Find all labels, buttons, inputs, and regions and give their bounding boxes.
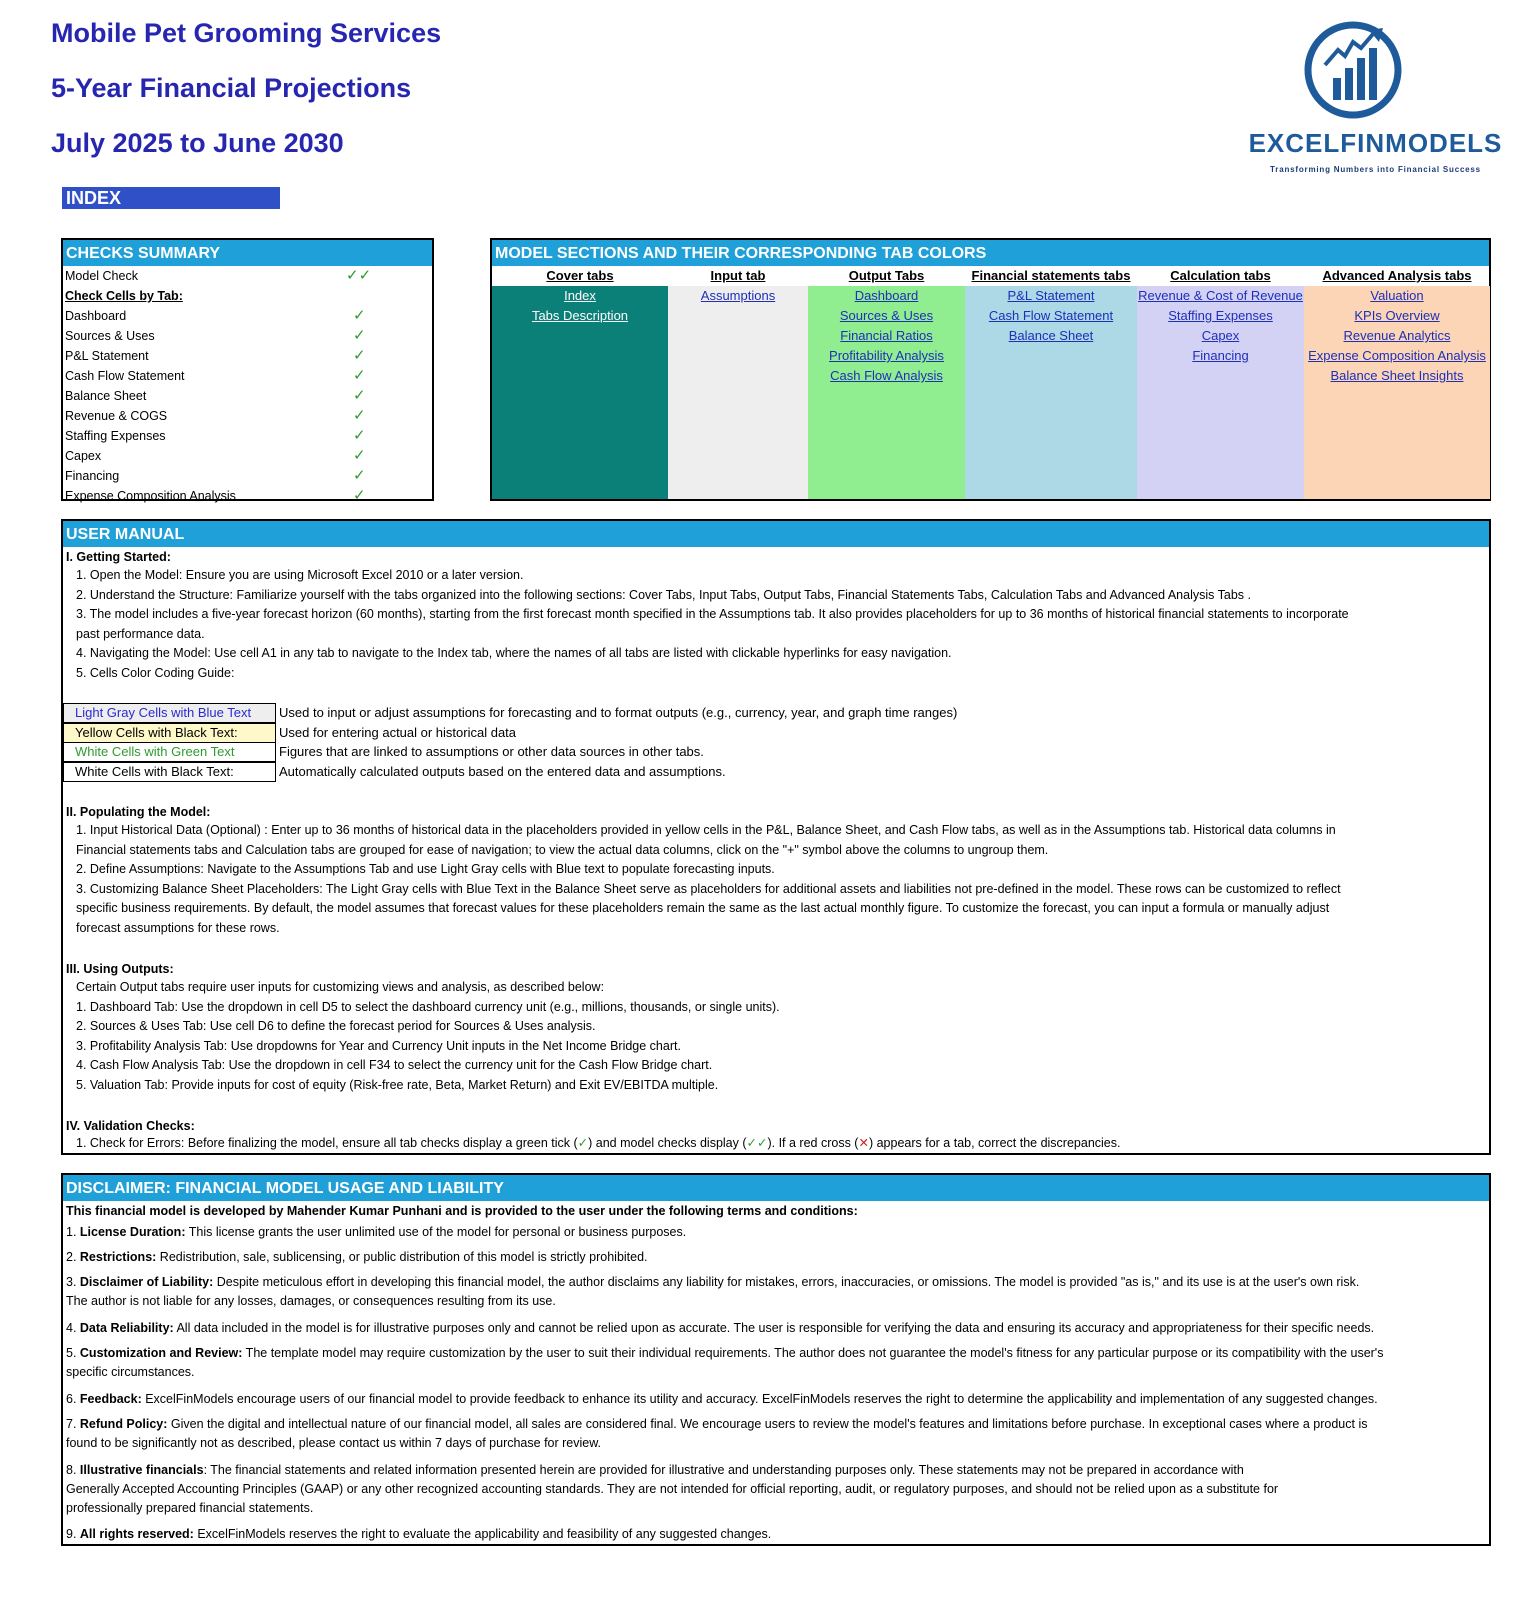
check-label: Sources & Uses [65, 329, 155, 343]
manual-line: 5. Cells Color Coding Guide: [76, 666, 235, 680]
tab-link[interactable]: Cash Flow Statement [988, 308, 1114, 323]
tab-link[interactable]: Expense Composition Analysis [1308, 348, 1486, 363]
tab-link[interactable]: Financing [1192, 348, 1249, 363]
disclaimer-number: 1. [66, 1225, 80, 1239]
section-validation-checks: IV. Validation Checks: [66, 1119, 195, 1133]
disclaimer-line [66, 1460, 1244, 1480]
check-row [63, 406, 432, 426]
check-by-tab-heading: Check Cells by Tab: [65, 289, 183, 303]
manual-line: past performance data. [76, 626, 205, 641]
double-check-icon: ✓✓ [346, 267, 372, 284]
section-columns [492, 266, 1489, 383]
disclaimer-text: The template model may require customization by the user to suit their individual requirements. The author does not guarantee the model's fitness for any particular purpose or its compatibility with the user's [242, 1346, 1384, 1360]
tab-link[interactable]: Cash Flow Analysis [830, 368, 943, 383]
disclaimer-line [66, 1222, 686, 1242]
disclaimer-text: ExcelFinModels encourage users of our financial model to provide feedback to enhance its utility and accuracy. ExcelFinModels reserves the right to determine the applicability and implementation of any suggested changes. [141, 1392, 1378, 1406]
checks-summary-title: CHECKS SUMMARY [63, 240, 432, 266]
disclaimer-number: 2. [66, 1250, 80, 1264]
disclaimer-line [66, 1524, 771, 1544]
section-headers [492, 266, 1489, 286]
logo-tagline: Transforming Numbers into Financial Success [1270, 165, 1481, 174]
tab-link[interactable]: KPIs Overview [1354, 308, 1440, 323]
disclaimer-body [63, 1201, 1489, 1544]
manual-line: 2. Understand the Structure: Familiarize yourself with the tabs organized into the following sections: Cover Tabs, Input Tabs, Output Tabs, Financial Statements Tabs, Calculation Tabs and Advanced Analysis Tabs . [76, 587, 1251, 602]
tab-link[interactable]: Financial Ratios [840, 328, 933, 343]
disclaimer-text: The author is not liable for any losses, damages, or consequences resulting from its use. [66, 1294, 556, 1308]
disclaimer-number: 9. [66, 1527, 80, 1541]
check-row [63, 466, 432, 486]
disclaimer-heading: Illustrative financials [79, 1463, 204, 1477]
green-check-icon: ✓ [353, 387, 366, 404]
green-check-icon: ✓ [353, 427, 366, 444]
disclaimer-heading: Feedback: [79, 1392, 142, 1406]
model-sections-panel [490, 238, 1491, 501]
section-populating-model: II. Populating the Model: [66, 805, 211, 819]
disclaimer-heading: Refund Policy: [79, 1417, 168, 1431]
check-row [63, 446, 432, 466]
manual-line: 3. The model includes a five-year forecast horizon (60 months), starting from the first forecast month specified in the Assumptions tab. It also provides placeholders for up to 36 months of historical financial statements to incorporate [76, 607, 1349, 622]
check-by-tab-heading-row [63, 286, 432, 306]
section-header: Calculation tabs [1170, 268, 1271, 283]
disclaimer-number: 4. [66, 1321, 80, 1335]
check-row [63, 426, 432, 446]
disclaimer-line [66, 1362, 195, 1382]
tab-link[interactable]: Staffing Expenses [1168, 308, 1273, 323]
legend-swatch: White Cells with Green Text [63, 742, 276, 762]
disclaimer-text: Despite meticulous effort in developing this financial model, the author disclaims any liability for mistakes, errors, inaccuracies, or omissions. The model is provided "as is," and its use is at the user's own risk. [213, 1275, 1360, 1289]
disclaimer-title: DISCLAIMER: FINANCIAL MODEL USAGE AND LIABILITY [63, 1175, 1489, 1201]
section-column [1137, 286, 1304, 499]
manual-line: 1. Input Historical Data (Optional) : Enter up to 36 months of historical data in the placeholders provided in yellow cells in the P&L, Balance Sheet, and Cash Flow tabs, as well as in the Assumptions tab. Historical data columns in [76, 823, 1336, 837]
manual-line: 2. Define Assumptions: Navigate to the Assumptions Tab and use Light Gray cells with Blue text to populate forecasting inputs. [76, 862, 775, 877]
excelfinmodels-logo [1233, 20, 1518, 180]
disclaimer-heading: License Duration: [79, 1225, 186, 1239]
disclaimer-text: : The financial statements and related information presented herein are provided for illustrative and understanding purposes only. These statements may not be prepared in accordance with [203, 1463, 1244, 1477]
manual-line: 3. Profitability Analysis Tab: Use dropdowns for Year and Currency Unit inputs in the Net Income Bridge chart. [76, 1038, 681, 1053]
manual-line: 2. Sources & Uses Tab: Use cell D6 to define the forecast period for Sources & Uses analysis. [76, 1019, 596, 1034]
disclaimer-line [66, 1272, 1359, 1292]
legend-description: Used for entering actual or historical data [279, 724, 517, 740]
disclaimer-number: 5. [66, 1346, 80, 1360]
section-header: Advanced Analysis tabs [1322, 268, 1472, 283]
disclaimer-heading: Data Reliability: [79, 1321, 174, 1335]
color-coding-legend [63, 703, 1163, 783]
disclaimer-line [66, 1414, 1367, 1434]
title-period: July 2025 to June 2030 [51, 128, 344, 158]
check-items-list [63, 306, 432, 506]
tab-link[interactable]: Dashboard [854, 288, 919, 303]
logo-wordmark: EXCELFINMODELS [1248, 128, 1503, 158]
check-label: Staffing Expenses [65, 429, 166, 443]
model-check-label: Model Check [65, 269, 138, 283]
section-using-outputs: III. Using Outputs: [66, 962, 174, 976]
check-row [63, 486, 432, 506]
manual-line: 3. Customizing Balance Sheet Placeholders: The Light Gray cells with Blue Text in the Balance Sheet serve as placeholders for additional assets and liabilities not pre-defined in the model. These rows can be customized to reflect [76, 881, 1341, 896]
section-column [668, 286, 808, 499]
manual-line: 4. Navigating the Model: Use cell A1 in any tab to navigate to the Index tab, where the names of all tabs are listed with clickable hyperlinks for easy navigation. [76, 646, 952, 661]
legend-description: Automatically calculated outputs based on the entered data and assumptions. [279, 763, 726, 779]
disclaimer-text: Given the digital and intellectual nature of our financial model, all sales are considered final. We encourage users to review the model's features and limitations before purchase. In exceptional cases where a product is [167, 1417, 1368, 1431]
check-label: Cash Flow Statement [65, 369, 185, 383]
check-row [63, 326, 432, 346]
section-header: Input tab [710, 268, 766, 283]
tab-link[interactable]: Revenue & Cost of Revenue [1138, 288, 1303, 303]
tab-link[interactable]: Capex [1201, 328, 1240, 343]
disclaimer-text: found to be significantly not as described, please contact us within 7 days of purchase for review. [66, 1436, 602, 1450]
green-tick-icon: ✓ [577, 1136, 589, 1150]
manual-line: 4. Cash Flow Analysis Tab: Use the dropdown in cell F34 to select the currency unit for the Cash Flow Bridge chart. [76, 1058, 713, 1073]
disclaimer-text: Redistribution, sale, sublicensing, or public distribution of this model is strictly prohibited. [156, 1250, 648, 1264]
disclaimer-line [66, 1343, 1383, 1363]
tab-link[interactable]: Revenue Analytics [1343, 328, 1451, 343]
green-check-icon: ✓ [353, 467, 366, 484]
disclaimer-heading: All rights reserved: [79, 1527, 194, 1541]
disclaimer-line [66, 1318, 1374, 1338]
check-label: Dashboard [65, 309, 127, 323]
section-getting-started: I. Getting Started: [66, 550, 171, 564]
green-check-icon: ✓ [353, 347, 366, 364]
tab-link[interactable]: Assumptions [700, 288, 776, 303]
section-header: Output Tabs [848, 268, 925, 283]
manual-line: Financial statements tabs and Calculation tabs are grouped for ease of navigation; to view the actual data columns, click on the "+" symbol above the columns to ungroup them. [76, 842, 1049, 857]
disclaimer-intro: This financial model is developed by Mahender Kumar Punhani and is provided to the user under the following terms and conditions: [66, 1204, 858, 1218]
disclaimer-text: All data included in the model is for illustrative purposes only and cannot be relied upon as accurate. The user is responsible for verifying the data and ensuring its accuracy and appropriateness for their specific needs. [173, 1321, 1375, 1335]
tab-link[interactable]: Profitability Analysis [829, 348, 944, 363]
disclaimer-panel [61, 1173, 1491, 1546]
section-column [965, 286, 1137, 499]
section-column [492, 286, 668, 499]
legend-description: Used to input or adjust assumptions for forecasting and to format outputs (e.g., currency, year, and graph time ranges) [279, 705, 958, 720]
manual-line: 5. Valuation Tab: Provide inputs for cost of equity (Risk-free rate, Beta, Market Return) and Exit EV/EBITDA multiple. [76, 1078, 719, 1092]
disclaimer-line [66, 1479, 1278, 1499]
disclaimer-text: This license grants the user unlimited use of the model for personal or business purposes. [185, 1225, 687, 1239]
disclaimer-heading: Restrictions: [79, 1250, 157, 1264]
model-sections-title: MODEL SECTIONS AND THEIR CORRESPONDING TAB COLORS [492, 240, 1489, 266]
green-check-icon: ✓ [353, 307, 366, 324]
green-check-icon: ✓ [353, 367, 366, 384]
section-header: Cover tabs [546, 268, 614, 283]
tab-link[interactable]: Valuation [1370, 288, 1424, 303]
user-manual-body [63, 547, 1489, 1153]
disclaimer-text: professionally prepared financial statements. [66, 1501, 314, 1515]
title-projections: 5-Year Financial Projections [51, 73, 412, 103]
legend-swatch: Light Gray Cells with Blue Text [63, 703, 276, 723]
manual-line: 1. Dashboard Tab: Use the dropdown in cell D5 to select the dashboard currency unit (e.g., millions, thousands, or single units). [76, 999, 780, 1014]
manual-line: forecast assumptions for these rows. [76, 921, 280, 935]
check-row [63, 386, 432, 406]
section-header: Financial statements tabs [971, 268, 1131, 283]
validation-check-text: 1. Check for Errors: Before finalizing the model, ensure all tab checks display a green tick (✓) and model checks display (✓✓). If a red cross (✕) appears for a tab, correct the discrepancies. [76, 1136, 1121, 1150]
check-label: Expense Composition Analysis [65, 489, 236, 503]
green-check-icon: ✓ [353, 327, 366, 344]
disclaimer-text: Generally Accepted Accounting Principles (GAAP) or any other recognized accounting standards. They are not intended for official reporting, audit, or regulatory purposes, and should not be relied upon as a substitute for [66, 1482, 1279, 1496]
disclaimer-number: 3. [66, 1275, 80, 1289]
bar-chart-growth-logo-icon [1303, 20, 1403, 120]
check-label: Balance Sheet [65, 389, 147, 403]
tab-link[interactable]: Sources & Uses [839, 308, 934, 323]
manual-line: Certain Output tabs require user inputs for customizing views and analysis, as described below: [76, 980, 605, 994]
disclaimer-text: ExcelFinModels reserves the right to evaluate the applicability and feasibility of any suggested changes. [193, 1527, 772, 1541]
disclaimer-line [66, 1498, 313, 1518]
double-green-tick-icon: ✓✓ [746, 1136, 768, 1150]
disclaimer-line [66, 1291, 556, 1311]
legend-swatch: White Cells with Black Text: [63, 762, 276, 782]
disclaimer-text: specific circumstances. [66, 1365, 195, 1379]
tab-link[interactable]: P&L Statement [1007, 288, 1095, 303]
disclaimer-line [66, 1433, 601, 1453]
check-row [63, 366, 432, 386]
legend-description: Figures that are linked to assumptions or other data sources in other tabs. [279, 744, 704, 760]
disclaimer-line [66, 1389, 1378, 1409]
tab-link[interactable]: Index [564, 288, 596, 303]
disclaimer-number: 6. [66, 1392, 80, 1406]
disclaimer-number: 7. [66, 1417, 80, 1431]
model-check-row [63, 266, 432, 286]
legend-swatch: Yellow Cells with Black Text: [63, 723, 276, 743]
check-row [63, 306, 432, 326]
section-column [1304, 286, 1490, 499]
green-check-icon: ✓ [353, 447, 366, 464]
user-manual-title: USER MANUAL [63, 521, 1489, 547]
disclaimer-number: 8. [66, 1463, 80, 1477]
disclaimer-heading: Customization and Review: [79, 1346, 243, 1360]
tab-link[interactable]: Balance Sheet Insights [1330, 368, 1464, 383]
red-cross-icon: ✕ [858, 1136, 869, 1150]
tab-link[interactable]: Balance Sheet [1008, 328, 1094, 343]
index-header: INDEX [62, 187, 280, 209]
check-row [63, 346, 432, 366]
check-label: Capex [65, 449, 102, 463]
green-check-icon: ✓ [353, 487, 366, 504]
check-label: Financing [65, 469, 120, 483]
manual-line: specific business requirements. By default, the model assumes that forecast values for these placeholders remain the same as the last actual monthly figure. To customize the forecast, you can input a formula or manually adjust [76, 901, 1330, 916]
tab-link[interactable]: Tabs Description [531, 308, 629, 323]
check-label: P&L Statement [65, 349, 149, 363]
disclaimer-line [66, 1247, 648, 1267]
check-label: Revenue & COGS [65, 409, 168, 423]
manual-line: 1. Open the Model: Ensure you are using Microsoft Excel 2010 or a later version. [76, 568, 524, 582]
checks-summary-panel [61, 238, 434, 504]
user-manual-panel [61, 519, 1491, 1155]
section-column [808, 286, 965, 499]
title-company: Mobile Pet Grooming Services [51, 18, 442, 48]
disclaimer-heading: Disclaimer of Liability: [79, 1275, 214, 1289]
green-check-icon: ✓ [353, 407, 366, 424]
